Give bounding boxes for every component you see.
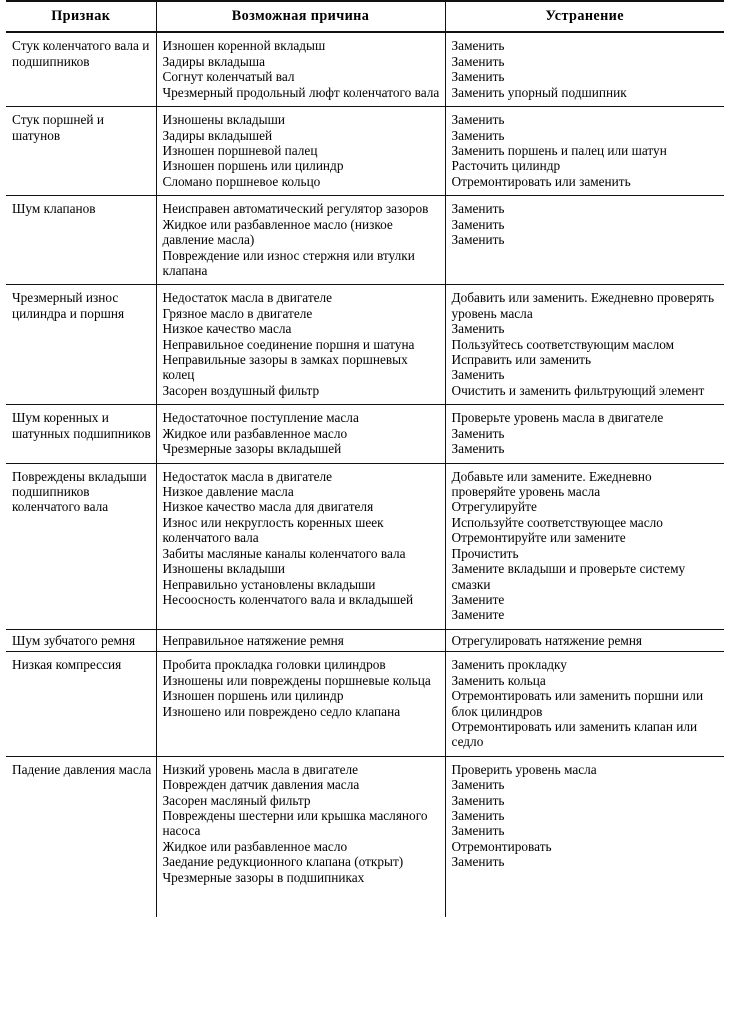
remedy-item: Заменить [451, 425, 505, 441]
symptom-cell [6, 285, 156, 405]
column-header-cause: Возможная причина [156, 1, 445, 32]
remedy-cell [445, 405, 724, 463]
cause-item: Жидкое или разбавленное масло [162, 838, 348, 854]
remedy-item: Проверить уровень масла [451, 761, 597, 777]
symptom-cell [6, 756, 156, 917]
remedy-item: Отрегулируйте [451, 499, 537, 515]
cause-cell [156, 196, 445, 285]
cause-item: Износ или некруглость коренных шеек коленчатого вала [162, 514, 384, 546]
remedy-item: Заменить [451, 441, 505, 457]
cause-item: Несоосность коленчатого вала и вкладышей [162, 591, 414, 607]
cause-cell [156, 756, 445, 917]
remedy-item: Отремонтировать или заменить клапан или седло [451, 718, 698, 750]
remedy-item: Заменить [451, 232, 505, 248]
cause-item: Изношено или повреждено седло клапана [162, 703, 401, 719]
remedy-item: Заменить [451, 777, 505, 793]
remedy-cell [445, 285, 724, 405]
remedy-item: Заменить [451, 792, 505, 808]
symptom-cell [6, 652, 156, 757]
cause-cell [156, 285, 445, 405]
symptom-cell [6, 107, 156, 196]
cause-item: Неправильное натяжение ремня [162, 632, 344, 648]
cause-item: Согнут коленчатый вал [162, 69, 295, 85]
cause-cell [156, 32, 445, 106]
symptom-label: Стук поршней и шатунов [12, 112, 104, 143]
symptom-label: Повреждены вкладыши подшипников коленчатого вала [12, 468, 147, 515]
cause-item: Неправильные зазоры в замках поршневых колец [162, 352, 408, 383]
remedy-item: Расточить цилиндр [451, 158, 561, 174]
symptom-cell [6, 405, 156, 463]
cause-item: Недостаток масла в двигателе [162, 290, 333, 306]
cause-item: Неправильно установлены вкладыши [162, 576, 376, 592]
cause-item: Низкий уровень масла в двигателе [162, 761, 359, 777]
cause-cell [156, 652, 445, 757]
symptom-label: Шум клапанов [12, 201, 96, 217]
remedy-item: Заменить [451, 201, 505, 217]
cause-item: Чрезмерные зазоры вкладышей [162, 441, 342, 457]
remedy-item: Добавить или заменить. Ежедневно проверять уровень масла [451, 290, 715, 321]
cause-cell [156, 405, 445, 463]
remedy-item: Заменить прокладку [451, 657, 567, 673]
remedy-item: Заменить упорный подшипник [451, 84, 627, 100]
row-tail-spacer [12, 777, 154, 803]
cause-item: Изношены вкладыши [162, 112, 285, 128]
row-tail-spacer [163, 885, 440, 911]
symptom-label: Низкая компрессия [12, 657, 122, 673]
table-row [6, 756, 724, 917]
cause-item: Низкое качество масла [162, 321, 292, 337]
cause-item: Изношен коренной вкладыш [162, 38, 326, 54]
symptom-cell [6, 463, 156, 629]
remedy-item: Отремонтировать или заменить поршни или блок цилиндров [451, 688, 704, 719]
cause-item: Сломано поршневое кольцо [162, 173, 321, 189]
remedy-item: Заменить [451, 38, 505, 54]
cause-item: Жидкое или разбавленное масло [162, 425, 348, 441]
remedy-item: Заменить [451, 127, 505, 143]
cause-item: Недостаточное поступление масла [162, 410, 359, 426]
remedy-cell [445, 756, 724, 917]
remedy-cell [445, 32, 724, 106]
cause-item: Засорен масляный фильтр [162, 792, 311, 808]
column-header-fix: Устранение [445, 1, 724, 32]
cause-item: Задиры вкладышей [162, 127, 273, 143]
cause-item: Низкое давление масла [162, 484, 294, 500]
cause-item: Изношен поршень или цилиндр [162, 688, 344, 704]
remedy-cell [445, 463, 724, 629]
remedy-item: Заменить [451, 808, 505, 824]
cause-item: Пробита прокладка головки цилиндров [162, 657, 386, 673]
cause-item: Жидкое или разбавленное масло (низкое давление масла) [162, 216, 393, 248]
remedy-item: Заменить [451, 53, 505, 69]
table-row [6, 463, 724, 629]
remedy-item: Заменить [451, 854, 505, 870]
remedy-item: Заменить кольца [451, 672, 546, 688]
remedy-item: Отремонтируйте или замените [451, 530, 626, 546]
symptom-cell [6, 32, 156, 106]
cause-item: Поврежден датчик давления масла [162, 777, 360, 793]
cause-item: Низкое качество масла для двигателя [162, 499, 374, 515]
cause-item: Заедание редукционного клапана (открыт) [162, 854, 404, 870]
table-row [6, 652, 724, 757]
table-row [6, 196, 724, 285]
symptom-label: Падение давления масла [12, 761, 152, 777]
column-header-sign: Признак [6, 1, 156, 32]
symptom-label: Стук коленчатого вала и подшипников [12, 38, 150, 69]
symptom-label: Шум зубчатого ремня [12, 632, 136, 648]
remedy-item: Заменить [451, 112, 505, 128]
remedy-item: Прочистить [451, 545, 519, 561]
cause-item: Задиры вкладыша [162, 53, 265, 69]
troubleshooting-table [6, 0, 724, 917]
cause-cell [156, 463, 445, 629]
remedy-item: Отремонтировать [451, 838, 552, 854]
table-row [6, 285, 724, 405]
remedy-item: Заменить [451, 823, 505, 839]
remedy-item: Очистить и заменить фильтрующий элемент [451, 382, 705, 398]
symptom-label: Чрезмерный износ цилиндра и поршня [12, 290, 125, 321]
remedy-item: Заменить поршень и палец или шатун [451, 143, 667, 158]
cause-item: Засорен воздушный фильтр [162, 382, 320, 398]
table-row [6, 405, 724, 463]
remedy-item: Заменить [451, 367, 505, 383]
cause-item: Неисправен автоматический регулятор зазоров [162, 201, 429, 217]
remedy-item: Используйте соответствующее масло [451, 514, 663, 530]
remedy-cell [445, 652, 724, 757]
row-tail-spacer [452, 870, 720, 896]
remedy-item: Заменить [451, 216, 505, 232]
cause-item: Изношены вкладыши [162, 561, 285, 577]
cause-item: Повреждены шестерни или крышка масляного насоса [162, 808, 428, 839]
table-row [6, 107, 724, 196]
cause-item: Повреждение или износ стержня или втулки клапана [162, 247, 415, 278]
remedy-cell [445, 107, 724, 196]
remedy-item: Замените [451, 607, 505, 623]
table-row [6, 629, 724, 651]
remedy-cell [445, 196, 724, 285]
header-row [6, 1, 724, 32]
cause-item: Забиты масляные каналы коленчатого вала [162, 545, 406, 561]
cause-item: Изношен поршневой палец [162, 143, 318, 158]
symptom-cell [6, 196, 156, 285]
cause-cell [156, 629, 445, 651]
cause-item: Неправильное соединение поршня и шатуна [162, 336, 415, 352]
remedy-item: Отремонтировать или заменить [451, 173, 631, 189]
table-body [6, 32, 724, 917]
cause-item: Изношены или повреждены поршневые кольца [162, 672, 431, 688]
cause-item: Чрезмерные зазоры в подшипниках [162, 869, 365, 885]
remedy-item: Проверьте уровень масла в двигателе [451, 410, 664, 426]
remedy-item: Пользуйтесь соответствующим маслом [451, 336, 675, 352]
cause-item: Изношен поршень или цилиндр [162, 158, 344, 174]
table-header [6, 1, 724, 32]
remedy-item: Заменить [451, 321, 505, 337]
remedy-item: Замените [451, 591, 505, 607]
remedy-item: Отрегулировать натяжение ремня [451, 632, 643, 648]
remedy-item: Добавьте или замените. Ежедневно проверяйте уровень масла [451, 468, 652, 500]
cause-item: Недостаток масла в двигателе [162, 468, 333, 484]
table-row [6, 32, 724, 106]
remedy-cell [445, 629, 724, 651]
remedy-item: Замените вкладыши и проверьте систему смазки [451, 561, 686, 592]
symptom-cell [6, 629, 156, 651]
cause-cell [156, 107, 445, 196]
remedy-item: Исправить или заменить [451, 352, 592, 368]
symptom-label: Шум коренных и шатунных подшипников [12, 410, 151, 441]
cause-item: Грязное масло в двигателе [162, 305, 313, 321]
remedy-item: Заменить [451, 69, 505, 85]
cause-item: Чрезмерный продольный люфт коленчатого вала [162, 84, 440, 100]
